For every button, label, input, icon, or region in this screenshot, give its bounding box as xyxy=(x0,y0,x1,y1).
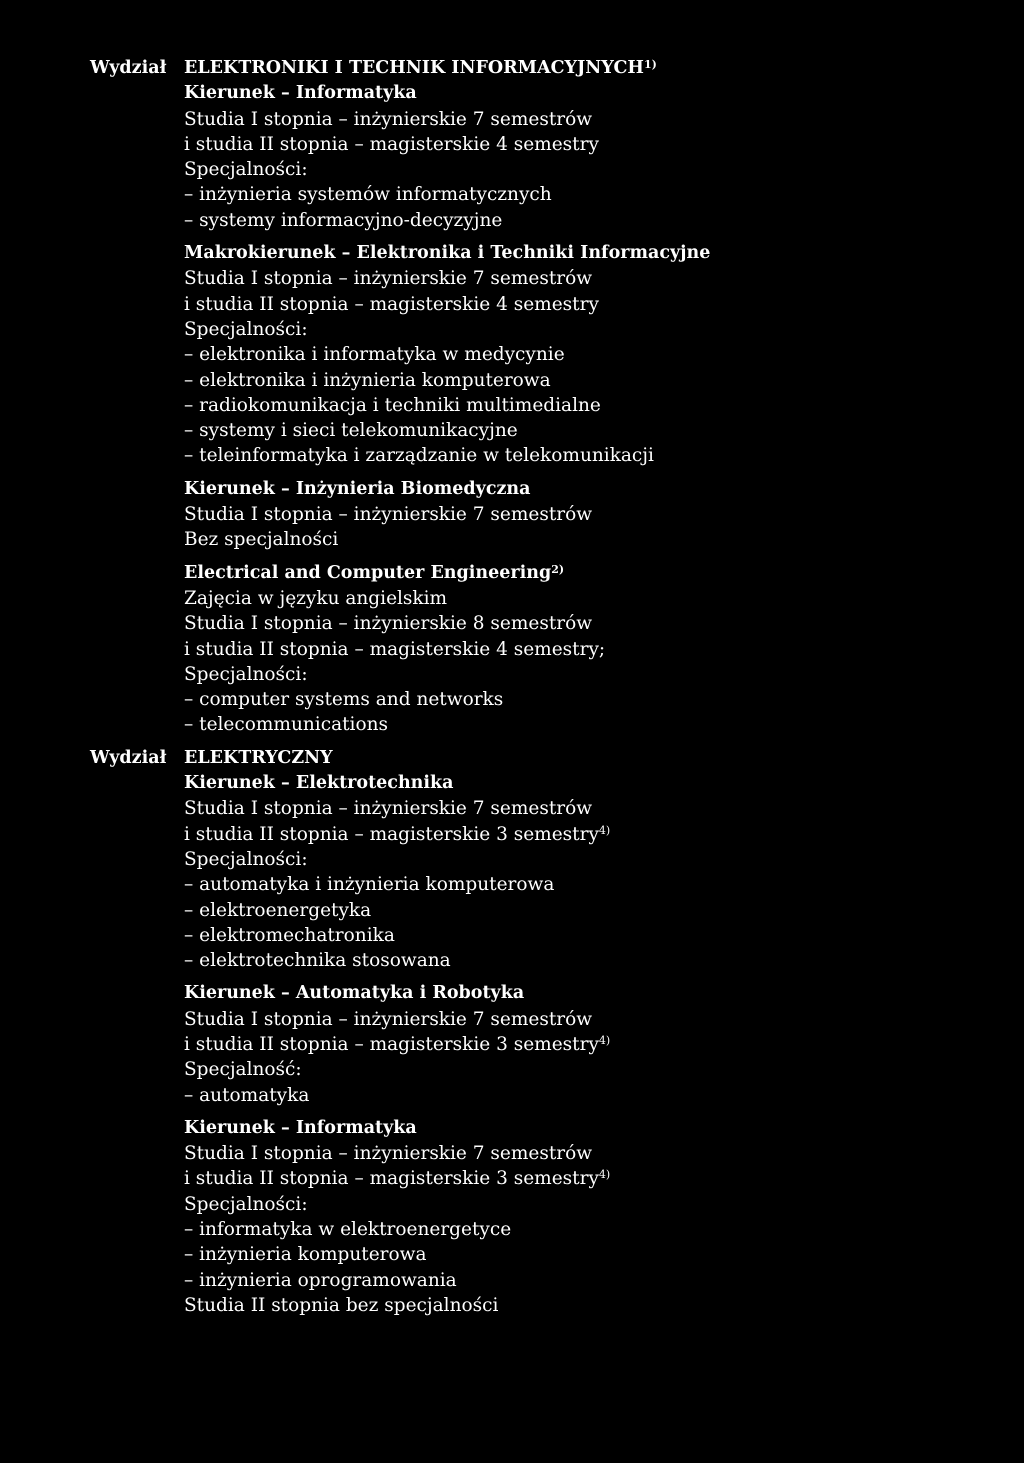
program-line: i studia II stopnia – magisterskie 4 semestry xyxy=(184,293,599,315)
program-block xyxy=(184,1116,1024,1318)
program-header: Kierunek – Automatyka i Robotyka xyxy=(184,983,525,1004)
document-page xyxy=(0,56,1024,1318)
program-line: Specjalności: xyxy=(184,663,308,685)
specialty-item: – computer systems and networks xyxy=(184,689,504,711)
faculty-label: Wydział xyxy=(90,58,167,78)
specialty-item: – inżynieria systemów informatycznych xyxy=(184,184,552,206)
program-block xyxy=(184,81,1024,233)
specialty-item: – elektromechatronika xyxy=(184,924,395,946)
specialty-item: – automatyka xyxy=(184,1084,310,1106)
specialty-item: – inżynieria komputerowa xyxy=(184,1244,427,1266)
program-header: Kierunek – Informatyka xyxy=(184,83,417,104)
faculty-name: ELEKTRYCZNY xyxy=(184,747,333,768)
program-line: Studia II stopnia bez specjalności xyxy=(184,1294,499,1316)
footnote-marker: 1) xyxy=(643,58,657,71)
specialty-item: – elektronika i informatyka w medycynie xyxy=(184,344,565,366)
program-line: Studia I stopnia – inżynierskie 7 semestrów xyxy=(184,798,593,820)
program-line: i studia II stopnia – magisterskie 3 semestry$^{4)}$ xyxy=(184,823,611,845)
footnote-marker: 4) xyxy=(598,823,611,837)
specialty-item: – elektronika i inżynieria komputerowa xyxy=(184,369,551,391)
program-block xyxy=(184,477,1024,553)
program-line: Specjalności: xyxy=(184,848,308,870)
program-line: Studia I stopnia – inżynierskie 7 semestrów xyxy=(184,108,593,130)
program-block xyxy=(184,771,1024,973)
specialty-item: – elektrotechnika stosowana xyxy=(184,950,451,972)
program-header: Kierunek – Elektrotechnika xyxy=(184,773,454,794)
footnote-marker: 4) xyxy=(598,1033,611,1047)
specialty-item: – telecommunications xyxy=(184,714,388,736)
program-line: Studia I stopnia – inżynierskie 7 semestrów xyxy=(184,504,593,526)
program-line: i studia II stopnia – magisterskie 3 semestry$^{4)}$ xyxy=(184,1168,611,1190)
program-block xyxy=(184,561,1024,738)
footnote-marker: 4) xyxy=(598,1168,611,1182)
faculty-name: ELEKTRONIKI I TECHNIK INFORMACYJNYCH$^{1)}$ xyxy=(184,58,657,78)
program-block xyxy=(184,981,1024,1107)
specialty-item: – informatyka w elektroenergetyce xyxy=(184,1219,512,1241)
faculty-section xyxy=(0,746,1024,1319)
program-line: Specjalności: xyxy=(184,1193,308,1215)
program-line: Studia I stopnia – inżynierskie 8 semestrów xyxy=(184,613,593,635)
program-line: i studia II stopnia – magisterskie 3 semestry$^{4)}$ xyxy=(184,1033,611,1055)
program-header: Kierunek – Inżynieria Biomedyczna xyxy=(184,478,531,499)
footnote-marker: 2) xyxy=(551,562,565,576)
specialty-item: – systemy i sieci telekomunikacyjne xyxy=(184,420,518,442)
program-line: Specjalność: xyxy=(184,1059,302,1081)
program-line: Specjalności: xyxy=(184,318,308,340)
specialty-item: – elektroenergetyka xyxy=(184,899,372,921)
program-line: Bez specjalności xyxy=(184,529,339,551)
specialty-item: – teleinformatyka i zarządzanie w telekomunikacji xyxy=(184,445,654,467)
program-line: Studia I stopnia – inżynierskie 7 semestrów xyxy=(184,268,593,290)
program-header: Makrokierunek – Elektronika i Techniki Informacyjne xyxy=(184,243,711,264)
specialty-item: – radiokomunikacja i techniki multimedialne xyxy=(184,394,601,416)
faculty-section xyxy=(0,56,1024,738)
program-line: Zajęcia w języku angielskim xyxy=(184,587,448,609)
faculty-label: Wydział xyxy=(90,747,167,768)
specialty-item: – inżynieria oprogramowania xyxy=(184,1269,457,1291)
program-line: i studia II stopnia – magisterskie 4 semestry; xyxy=(184,638,606,660)
specialty-item: – systemy informacyjno-decyzyjne xyxy=(184,209,503,231)
program-line: Studia I stopnia – inżynierskie 7 semestrów xyxy=(184,1008,593,1030)
program-line: i studia II stopnia – magisterskie 4 semestry xyxy=(184,133,599,155)
program-line: Specjalności: xyxy=(184,159,308,181)
program-header: Electrical and Computer Engineering$^{2)}$ xyxy=(184,562,565,583)
program-header: Kierunek – Informatyka xyxy=(184,1117,417,1138)
program-block xyxy=(184,241,1024,469)
program-line: Studia I stopnia – inżynierskie 7 semestrów xyxy=(184,1143,593,1165)
specialty-item: – automatyka i inżynieria komputerowa xyxy=(184,874,555,896)
